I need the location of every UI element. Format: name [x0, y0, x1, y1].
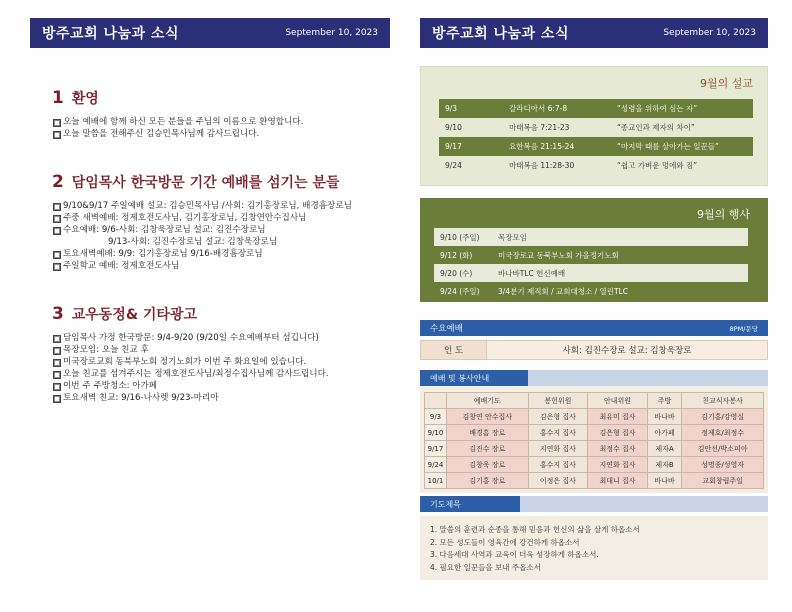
sermon-name: “종교인과 제자의 차이”	[617, 123, 695, 132]
column-header	[425, 393, 447, 409]
visit-heading	[52, 172, 390, 192]
table-cell: 제자B	[647, 457, 681, 473]
column-header: 친교식사봉사	[682, 393, 764, 409]
list-item: 목장모임: 오늘 친교 후	[52, 344, 390, 356]
sermon-box	[420, 66, 768, 186]
event-row	[434, 282, 748, 300]
news-section	[52, 304, 390, 404]
list-item: 주일학교 예배: 정제호전도사님	[52, 260, 390, 272]
sermon-passage: 갈라디아서 6:7-8	[509, 104, 568, 113]
sermon-list	[439, 99, 753, 175]
table-cell: 김창욱 장로	[447, 457, 529, 473]
event-date: 9/10 (주일)	[440, 232, 480, 242]
table-cell: 홍수지 집사	[528, 457, 588, 473]
table-cell: 성명종/성영자	[682, 457, 764, 473]
visit-number: 2	[52, 172, 64, 192]
wednesday-bar	[420, 320, 768, 336]
column-header: 안내위원	[588, 393, 648, 409]
wednesday-time: 8PM/문당	[729, 324, 758, 333]
welcome-list	[52, 116, 390, 140]
table-cell: 지연화 집사	[528, 441, 588, 457]
table-cell: 10/1	[425, 473, 447, 489]
visit-list	[52, 200, 390, 272]
prayer-bar-line	[520, 496, 768, 512]
event-row	[434, 246, 748, 264]
welcome-section	[52, 88, 390, 140]
sermon-date: 9/3	[445, 104, 458, 113]
masthead-date: September 10, 2023	[663, 28, 756, 38]
table-cell: 김진수 장로	[447, 441, 529, 457]
event-date: 9/24 (주일)	[440, 286, 480, 296]
list-item-continued: 9/13-사회: 김진수장로님 설교: 김창욱장로님	[108, 237, 278, 247]
wednesday-row-label: 인 도	[421, 341, 487, 359]
news-heading	[52, 304, 390, 324]
list-item: 주중 새벽예배: 정제호전도사님, 김기홍장로님, 김창연안수집사님	[52, 212, 390, 224]
table-cell: 바나바	[647, 409, 681, 425]
prayer-list	[430, 524, 758, 574]
sermon-name: “성령을 위하여 심는 자”	[617, 104, 698, 113]
sermon-name: “쉽고 가벼운 멍에와 짐”	[617, 161, 698, 170]
list-item: 토요새벽예배: 9/9: 김기홍장로님 9/16-배경흠장로님	[52, 248, 390, 260]
welcome-number: 1	[52, 88, 64, 108]
serve-table-wrap	[420, 386, 768, 493]
events-title: 9월의 행사	[697, 208, 750, 221]
sermon-row	[439, 99, 753, 118]
list-item: 담임목사 가정 한국방문: 9/4-9/20 (9/20일 수요예배부터 섬깁니다)	[52, 332, 390, 344]
masthead-right	[420, 18, 768, 48]
table-cell: 김창연 안수집사	[447, 409, 529, 425]
table-cell: 김은형 집사	[528, 409, 588, 425]
masthead-title: 방주교회 나눔과 소식	[432, 26, 569, 42]
list-item: 미국장로교회 동북부노회 정기노회가 이번 주 화요일에 있습니다.	[52, 356, 390, 368]
prayer-section	[420, 496, 768, 580]
table-cell: 최정수 집사	[588, 441, 648, 457]
serve-bar-line	[528, 370, 768, 386]
list-item: 이번 주 주방청소: 아가페	[52, 380, 390, 392]
column-header: 예배기도	[447, 393, 529, 409]
prayer-box	[420, 516, 768, 580]
sermon-passage: 마태복음 11:28-30	[509, 161, 575, 170]
wednesday-label: 수요예배	[430, 324, 463, 334]
event-name: 미국장로교 동북부노회 가을정기노회	[498, 250, 619, 260]
table-cell: 아가페	[647, 425, 681, 441]
masthead-date: September 10, 2023	[285, 28, 378, 38]
table-cell: 9/3	[425, 409, 447, 425]
event-list	[434, 228, 748, 300]
event-row	[434, 264, 748, 282]
list-item: 2. 모든 성도들이 영육간에 강건하게 하옵소서	[430, 537, 580, 547]
masthead-left	[30, 18, 390, 48]
event-row	[434, 228, 748, 246]
sermon-date: 9/17	[445, 142, 462, 151]
wednesday-worship	[420, 320, 768, 360]
table-header-row	[425, 393, 764, 409]
table-cell: 배경흠 장로	[447, 425, 529, 441]
table-cell: 김은형 집사	[588, 425, 648, 441]
table-row	[425, 409, 764, 425]
table-row	[425, 425, 764, 441]
sermon-date: 9/24	[445, 161, 462, 170]
table-cell: 김기홍/강영실	[682, 409, 764, 425]
list-item: 1. 말씀의 훈련과 순종을 통해 믿음과 헌신의 삶을 살게 하옵소서	[430, 525, 640, 534]
wednesday-row-text: 사회: 김진수장로 설교: 김창욱장로	[562, 346, 692, 356]
sermon-row	[439, 137, 753, 156]
prayer-bar: 기도제목	[420, 496, 520, 512]
event-name: 바나바TLC 헌신예배	[498, 268, 566, 278]
serve-section	[420, 370, 768, 493]
table-row	[425, 457, 764, 473]
event-name: 3/4분기 제직회 / 교회대청소 / 열린TLC	[498, 286, 628, 296]
visit-title: 담임목사 한국방문 기간 예배를 섬기는 분들	[71, 175, 340, 191]
table-cell: 9/24	[425, 457, 447, 473]
news-number: 3	[52, 304, 64, 324]
column-header: 주방	[647, 393, 681, 409]
table-cell: 바나바	[647, 473, 681, 489]
table-cell: 제자A	[647, 441, 681, 457]
welcome-heading	[52, 88, 390, 108]
table-cell: 최대니 집사	[588, 473, 648, 489]
event-date: 9/20 (수)	[440, 268, 473, 278]
table-cell: 김기홍 장로	[447, 473, 529, 489]
column-header: 봉헌위원	[528, 393, 588, 409]
welcome-title: 환영	[71, 91, 99, 107]
sermon-row	[439, 118, 753, 137]
masthead-title: 방주교회 나눔과 소식	[42, 26, 179, 42]
sermon-name: “마지막 때를 살아가는 일꾼들”	[617, 142, 719, 151]
right-page	[420, 18, 768, 598]
wednesday-row	[420, 340, 768, 360]
list-item: 오늘 예배에 함께 하신 모든 분들을 주님의 이름으로 환영합니다.	[52, 116, 390, 128]
table-cell: 9/10	[425, 425, 447, 441]
news-list	[52, 332, 390, 404]
table-row	[425, 441, 764, 457]
serve-table	[424, 392, 764, 489]
serve-bar: 예배 및 봉사안내	[420, 370, 528, 386]
list-item: 3. 다음세대 사역과 교육이 더욱 성장하게 하옵소서.	[430, 550, 599, 559]
table-cell: 최유미 집사	[588, 409, 648, 425]
list-item: 9/10&9/17 주일예배 설교: 김승민목사님 /사회: 김기홍장로님, 배경흠장로님	[52, 200, 390, 212]
event-date: 9/12 (화)	[440, 250, 473, 260]
event-name: 목장모임	[498, 232, 527, 242]
table-cell: 9/17	[425, 441, 447, 457]
table-row	[425, 473, 764, 489]
table-cell: 지연화 집사	[588, 457, 648, 473]
sermon-date: 9/10	[445, 123, 462, 132]
list-item: 4. 필요한 일꾼들을 보내 주옵소서	[430, 562, 541, 572]
left-page	[30, 18, 390, 598]
sermon-row	[439, 156, 753, 175]
list-item: 오늘 말씀을 전해주신 김승민목사님께 감사드립니다.	[52, 128, 390, 140]
list-item: 토요새벽 친교: 9/16-나사렛 9/23-마리아	[52, 392, 390, 404]
table-cell: 정제호/최정수	[682, 425, 764, 441]
sermon-passage: 요한복음 21:15-24	[509, 142, 575, 151]
visit-section	[52, 172, 390, 272]
news-title: 교우동정& 기타광고	[71, 307, 197, 323]
sermon-passage: 마태복음 7:21-23	[509, 123, 570, 132]
sermon-title: 9월의 설교	[700, 77, 753, 90]
table-cell: 교회창립주일	[682, 473, 764, 489]
list-item: 수요예배: 9/6-사회: 김창욱장로님 설교: 김진수장로님	[52, 224, 390, 236]
table-cell: 이정은 집사	[528, 473, 588, 489]
list-item: 오늘 친교를 섬겨주시는 정제호전도사님/최정수집사님께 감사드립니다.	[52, 368, 390, 380]
table-cell: 홍수지 집사	[528, 425, 588, 441]
table-cell: 김안선/박소피아	[682, 441, 764, 457]
events-box	[420, 198, 768, 302]
